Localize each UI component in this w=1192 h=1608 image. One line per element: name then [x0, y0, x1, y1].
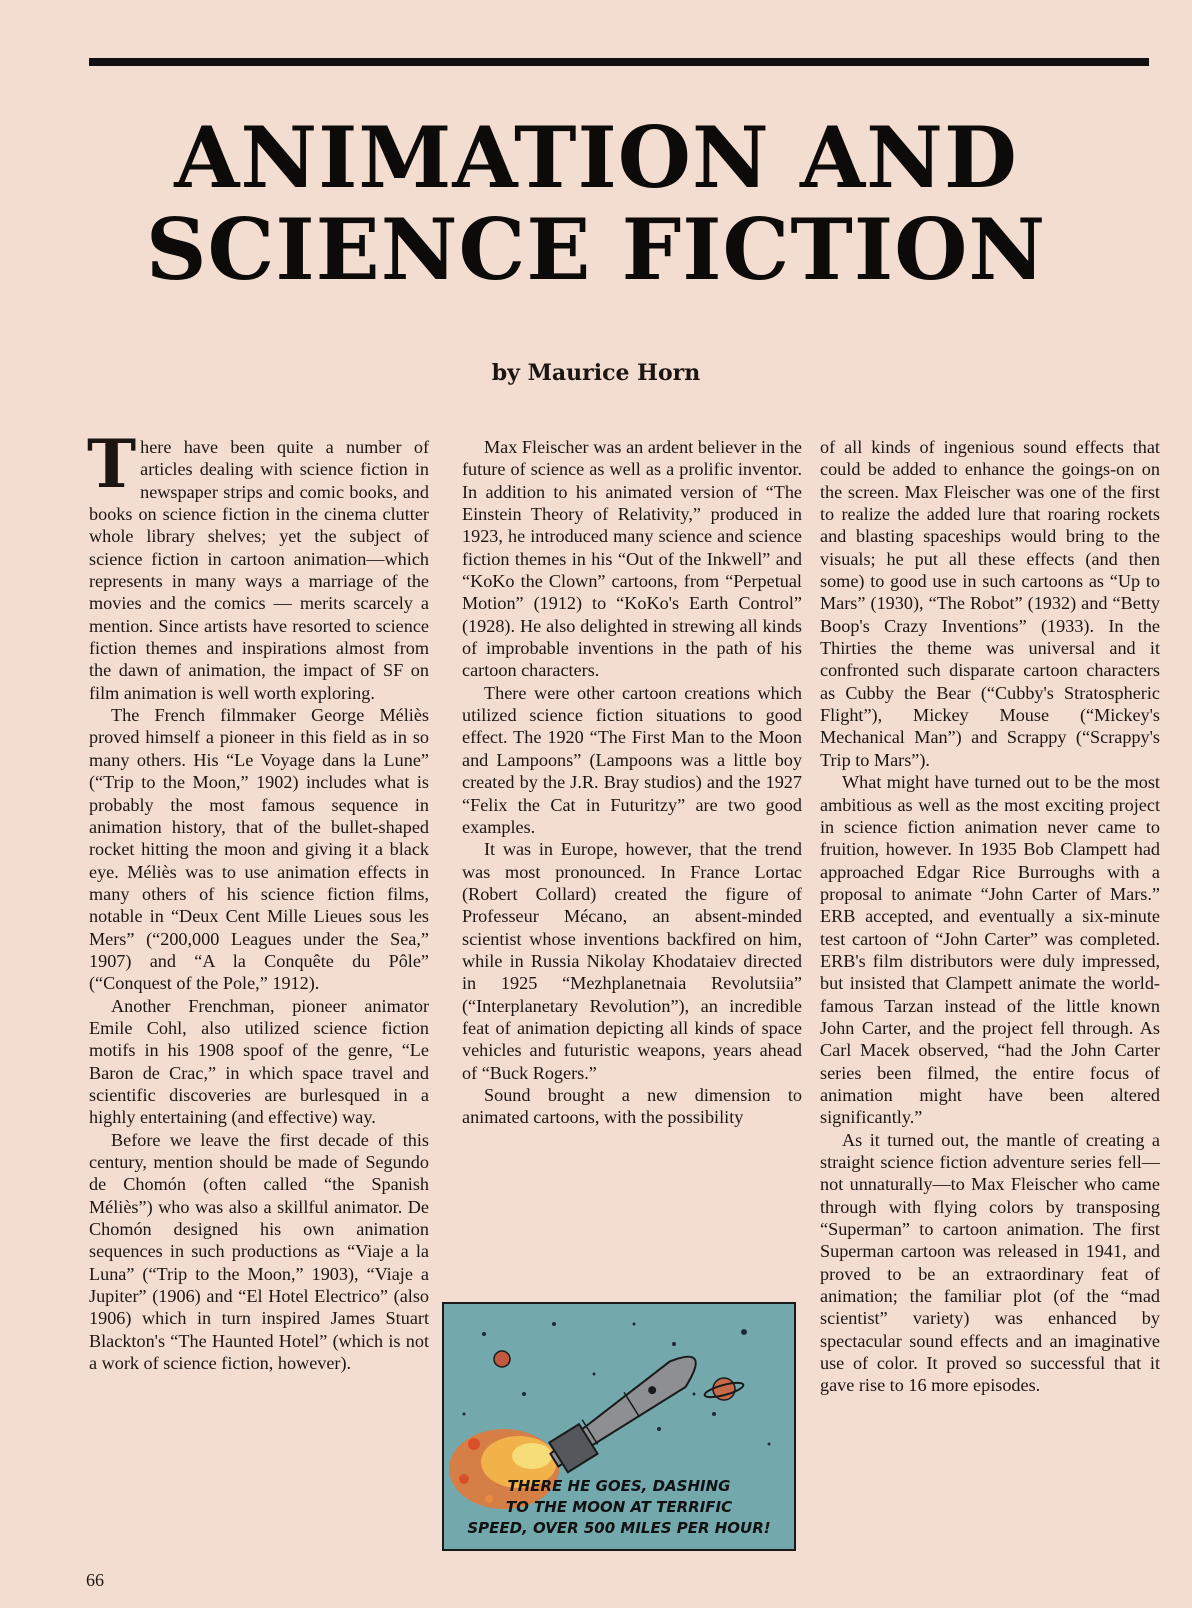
title-line-2: SCIENCE FICTION — [145, 200, 1047, 299]
text-column-1 — [87, 425, 429, 1374]
top-rule — [89, 58, 1149, 66]
planet-icon — [494, 1351, 510, 1367]
caption-line: THERE HE GOES, DASHING — [507, 1477, 731, 1495]
rocket-cartoon-illustration — [442, 1302, 796, 1551]
illustration-caption — [444, 1476, 794, 1539]
paragraph: Another Frenchman, pioneer animator Emile Cohl, also utilized science fiction motifs in his 1908 spoof of the genre, “Le Baron de Crac,” in which space travel and scientific discoveries are burlesqued in a highly entertaining (and effective) way. — [89, 995, 429, 1128]
title-line-1: ANIMATION AND — [174, 108, 1018, 207]
caption-line: SPEED, OVER 500 MILES PER HOUR! — [467, 1519, 771, 1537]
paragraph: What might have turned out to be the most ambitious as well as the most exciting project in science fiction animation never came to fruition, however. In 1935 Bob Clampett had approached Edgar Rice Burroughs with a proposal to animate “John Carter of Mars.” ERB accepted, and eventually a six-minute test cartoon of “John Carter” was completed. ERB's film distributors were duly impressed, but insisted that Clampett animate the world-famous Tarzan instead of the little known John Carter, and the project fell through. As Carl Macek observed, “had the John Carter series been filmed, the entire focus of animation might have been altered significantly.” — [820, 772, 1160, 1128]
paragraph: The French filmmaker George Méliès proved himself a pioneer in this field as in so many others. His “Le Voyage dans la Lune” (“Trip to the Moon,” 1902) includes what is probably the most famous sequence in animation history, that of the bullet-shaped rocket hitting the moon and giving it a black eye. Méliès was to use animation effects in many others of his science fiction films, notable in “Deux Cent Mille Lieues sous les Mers” (“200,000 Leagues under the Sea,” 1907) and “A la Conquête du Pôle” (“Conquest of the Pole,” 1912). — [89, 705, 429, 994]
drop-cap: T — [87, 425, 137, 503]
paragraph: Before we leave the first decade of this century, mention should be made of Segundo de Chomón (often called “the Spanish Méliès”) who was also a skillful animator. De Chomón designed his own animation sequences in such productions as “Viaje a la Luna” (“Trip to the Moon,” 1903), “Viaje a Jupiter” (1906) and “El Hotel Electrico” (also 1906) which in turn inspired James Stuart Blackton's “The Haunted Hotel” (which is not a work of science fiction, however). — [89, 1129, 429, 1374]
article-title — [0, 108, 1192, 299]
byline: by Maurice Horn — [491, 360, 701, 386]
paragraph: of all kinds of ingenious sound effects that could be added to enhance the goings-on on the screen. Max Fleischer was one of the first to realize the added lure that roaring rockets and blasting spaceships would bring to the visuals; he put all these effects (and then some) to good use in such cartoons as “Up to Mars” (1930), “The Robot” (1932) and “Betty Boop's Crazy Inventions” (1933). In the Thirties the theme was universal and it confronted such disparate cartoon characters as Cubby the Bear (“Cubby's Stratospheric Flight”), Mickey Mouse (“Mickey's Mechanical Man”) and Scrappy (“Scrappy's Trip to Mars”). — [820, 437, 1160, 770]
paragraph: There were other cartoon creations which utilized science fiction situations to good effect. The 1920 “The First Man to the Moon and Lampoons” (Lampoons was a little boy created by the J.R. Bray studios) and the 1927 “Felix the Cat in Futuritzy” are two good examples. — [462, 682, 802, 837]
paragraph: There have been quite a number of articles dealing with science fiction in newspaper strips and comic books, and books on science fiction in the cinema clutter whole library shelves; yet the subject of science fiction in cartoon animation—which represents in many ways a marriage of the movies and the comics — merits scarcely a mention. Since artists have resorted to science fiction themes and inspirations almost from the dawn of animation, the impact of SF on film animation is well worth exploring. — [87, 425, 429, 703]
paragraph: Sound brought a new dimension to animated cartoons, with the possibility — [462, 1084, 802, 1128]
paragraph: It was in Europe, however, that the trend was most pronounced. In France Lortac (Robert Collard) created the figure of Professeur Mécano, an absent-minded scientist whose inventions backfired on him, while in Russia Nikolay Khodataiev directed in 1925 “Mezhplanetnaia Revolutsiia” (“Interplanetary Revolution”), an incredible feat of animation depicting all kinds of space vehicles and futuristic weapons, years ahead of “Buck Rogers.” — [462, 839, 802, 1083]
text-column-3 — [820, 436, 1160, 1397]
page-number: 66 — [86, 1570, 104, 1590]
paragraph: As it turned out, the mantle of creating a straight science fiction adventure series fell—not unnaturally—to Max Fleischer who came through with flying colors by transposing “Superman” to cartoon animation. The first Superman cartoon was released in 1941, and proved to be an extraordinary feat of animation; the familiar plot (of the “mad scientist” variety) was enhanced by spectacular sound effects and an imaginative use of color. It proved so successful that it gave rise to 16 more episodes. — [820, 1129, 1160, 1396]
text-column-2 — [462, 436, 802, 1129]
caption-line: TO THE MOON AT TERRIFIC — [505, 1498, 733, 1516]
paragraph: Max Fleischer was an ardent believer in the future of science as well as a prolific inventor. In addition to his animated version of “The Einstein Theory of Relativity,” produced in 1923, he introduced many science and science fiction themes in his “Out of the Inkwell” and “KoKo the Clown” cartoons, from “Perpetual Motion” (1912) to “KoKo's Earth Control” (1928). He also delighted in strewing all kinds of improbable inventions in the path of his cartoon characters. — [462, 437, 802, 681]
